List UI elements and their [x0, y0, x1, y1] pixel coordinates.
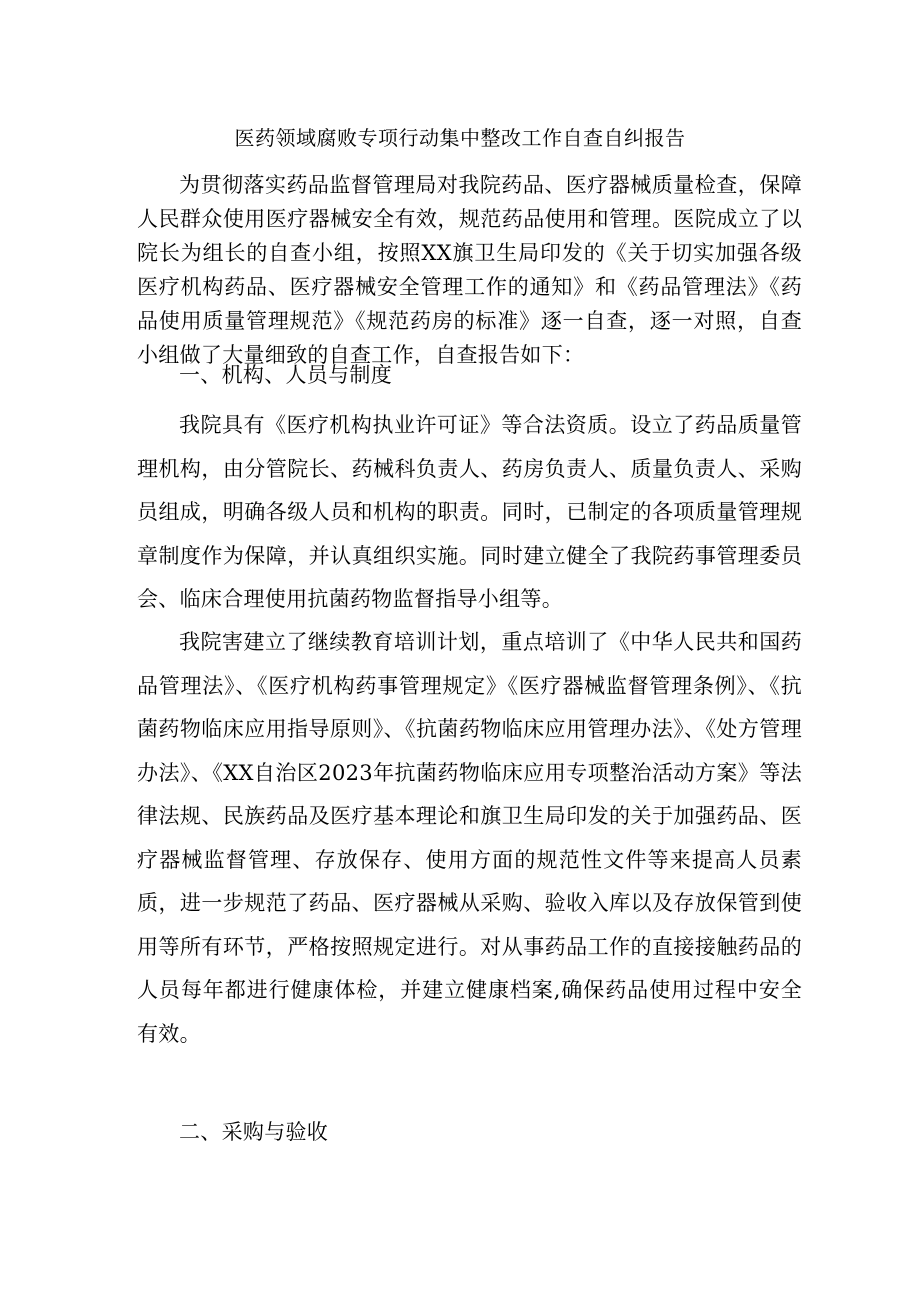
document-title: 医药领域腐败专项行动集中整改工作自查自纠报告 — [234, 126, 686, 150]
section-heading-2: 二、采购与验收 — [179, 1120, 329, 1144]
intro-paragraph: 为贯彻落实药品监督管理局对我院药品、医疗器械质量检查，保障人民群众使用医疗器械安全有效，规范药品使用和管理。医院成立了以院长为组长的自查小组，按照XX旗卫生局印发的《关于切实加强各级医疗机构药品、医疗器械安全管理工作的通知》和《药品管理法》《药品使用质量管理规范》《规范药房的标准》逐一自查，逐一对照，自查小组做了大量细致的自查工作，自查报告如下： — [137, 173, 802, 367]
section1-paragraph-1: 我院具有《医疗机构执业许可证》等合法资质。设立了药品质量管理机构，由分管院长、药械科负责人、药房负责人、质量负责人、采购员组成，明确各级人员和机构的职责。同时，已制定的各项质量管理规章制度作为保障，并认真组织实施。同时建立健全了我院药事管理委员会、临床合理使用抗菌药物监督指导小组等。 — [137, 413, 802, 611]
section1-paragraph-2: 我院害建立了继续教育培训计划，重点培训了《中华人民共和国药品管理法》、《医疗机构药事管理规定》《医疗器械监督管理条例》、《抗菌药物临床应用指导原则》、《抗菌药物临床应用管理办法》、《处方管理办法》、《XX自治区2023年抗菌药物临床应用专项整治活动方案》等法律法规、民族药品及医疗基本理论和旗卫生局印发的关于加强药品、医疗器械监督管理、存放保存、使用方面的规范性文件等来提高人员素质，进一步规范了药品、医疗器械从采购、验收入库以及存放保管到使用等所有环节，严格按照规定进行。对从事药品工作的直接接触药品的人员每年都进行健康体检，并建立健康档案,确保药品使用过程中安全有效。 — [137, 630, 802, 1046]
section-heading-1: 一、机构、人员与制度 — [179, 363, 392, 387]
